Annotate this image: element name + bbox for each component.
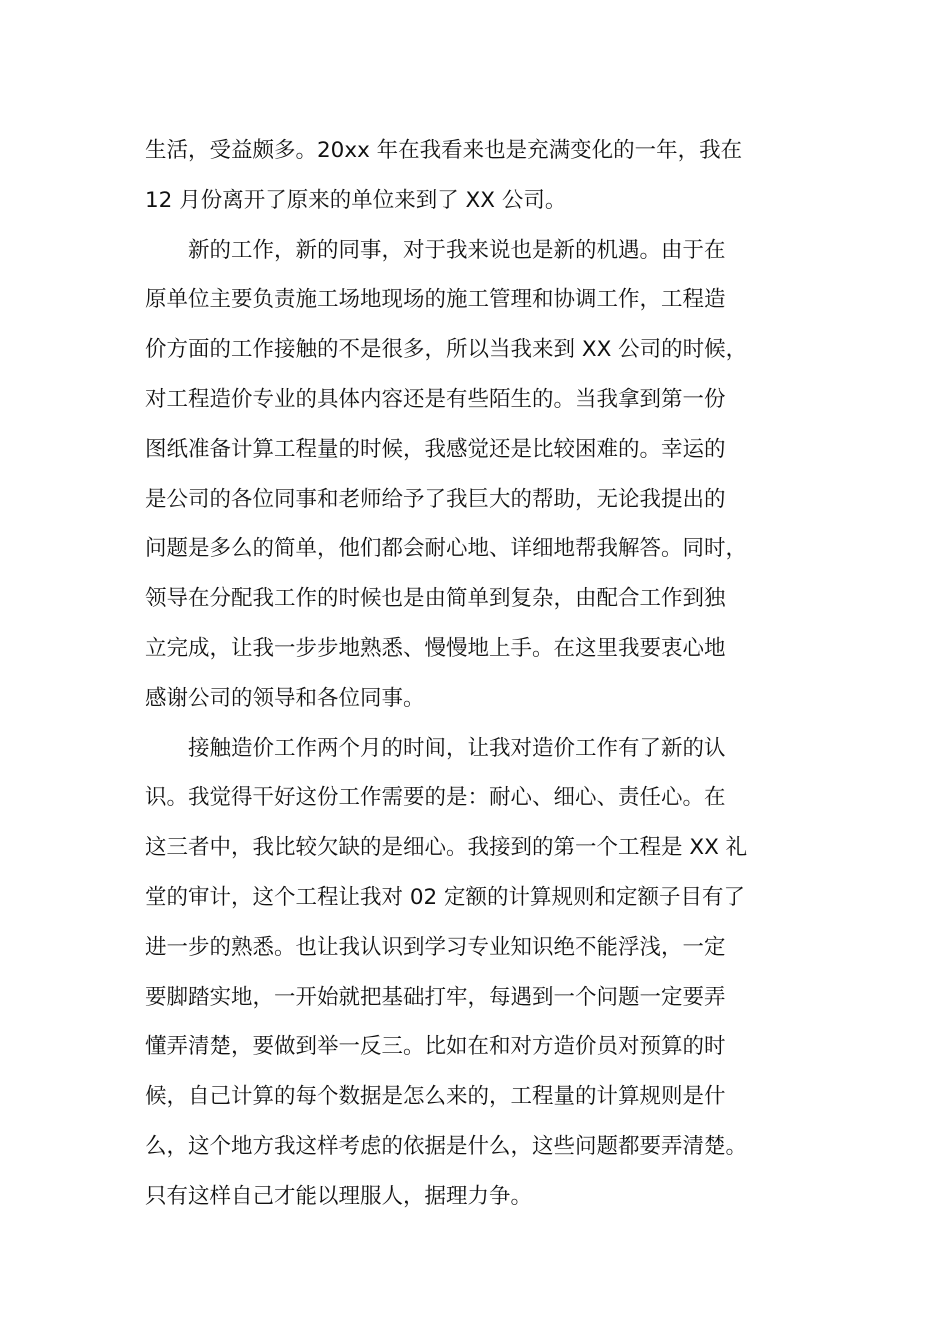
text-line: 进一步的熟悉。也让我认识到学习专业知识绝不能浮浅，一定 [145,934,726,960]
paragraph-1 [145,126,835,226]
text-line: 识。我觉得干好这份工作需要的是：耐心、细心、责任心。在 [145,785,726,811]
text-line: 12 月份离开了原来的单位来到了 XX 公司。 [145,187,567,213]
text-line: 这三者中，我比较欠缺的是细心。我接到的第一个工程是 XX 礼 [145,835,748,861]
text-line: 只有这样自己才能以理服人，据理力争。 [145,1183,533,1209]
text-line: 原单位主要负责施工场地现场的施工管理和协调工作，工程造 [145,287,726,313]
text-line: 是公司的各位同事和老师给予了我巨大的帮助，无论我提出的 [145,486,726,512]
text-line: 价方面的工作接触的不是很多，所以当我来到 XX 公司的时候， [145,337,748,363]
paragraph-2 [145,226,835,724]
text-line: 堂的审计，这个工程让我对 02 定额的计算规则和定额子目有了 [145,884,746,910]
text-line: 领导在分配我工作的时候也是由简单到复杂，由配合工作到独 [145,586,726,612]
text-line: 要脚踏实地，一开始就把基础打牢，每遇到一个问题一定要弄 [145,984,726,1010]
text-line: 图纸准备计算工程量的时候，我感觉还是比较困难的。幸运的 [145,436,726,462]
text-line: 懂弄清楚，要做到举一反三。比如在和对方造价员对预算的时 [145,1034,726,1060]
text-line: 感谢公司的领导和各位同事。 [145,685,425,711]
text-line: 生活，受益颇多。20xx 年在我看来也是充满变化的一年，我在 [145,138,743,163]
paragraph-3 [145,724,835,1222]
text-line: 问题是多么的简单，他们都会耐心地、详细地帮我解答。同时， [145,536,748,562]
text-line: 么，这个地方我这样考虑的依据是什么，这些问题都要弄清楚。 [145,1133,748,1159]
document-body [145,126,835,1222]
text-line: 候，自己计算的每个数据是怎么来的，工程量的计算规则是什 [145,1084,726,1110]
text-line: 对工程造价专业的具体内容还是有些陌生的。当我拿到第一份 [145,386,726,412]
text-line: 接触造价工作两个月的时间，让我对造价工作有了新的认 [145,735,726,761]
text-line: 立完成，让我一步步地熟悉、慢慢地上手。在这里我要衷心地 [145,635,726,661]
text-line: 新的工作，新的同事，对于我来说也是新的机遇。由于在 [145,237,726,263]
